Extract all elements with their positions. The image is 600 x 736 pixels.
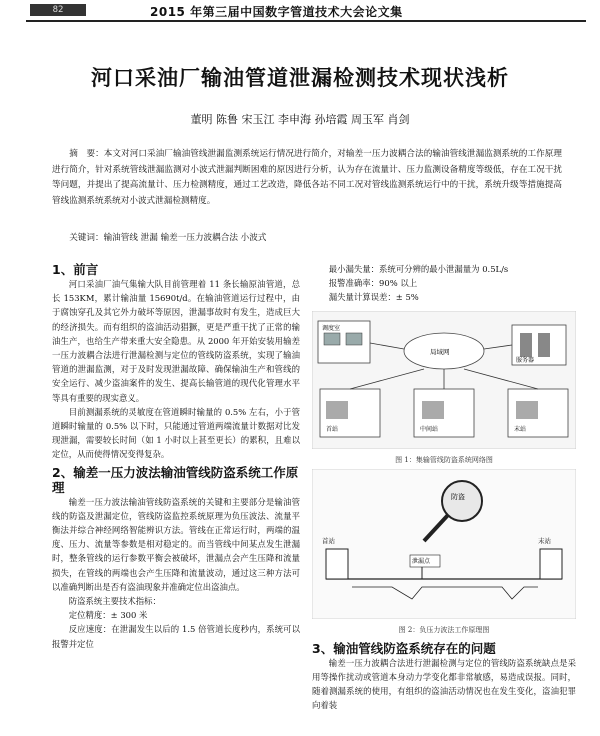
- fig2-label-leak: 泄漏点: [412, 557, 431, 565]
- section-1-heading: 1、前言: [52, 262, 99, 277]
- head-station-tank: [326, 549, 348, 579]
- fig2-label-head: 首站: [322, 536, 335, 545]
- fig1-label-server: 服务器: [516, 356, 535, 364]
- left-column: [52, 262, 300, 651]
- figure-2-caption: 图 2：负压力波法工作原理图: [398, 625, 490, 634]
- spec-title: 防盗系统主要技术指标：: [68, 596, 161, 607]
- right-column: [312, 262, 576, 712]
- fig1-label-lan: 局域网: [430, 347, 450, 356]
- pressure-wave-diagram: [312, 469, 576, 619]
- figure-1-caption: 图 1：集输管线防盗系统网络图: [395, 455, 493, 464]
- keywords: 关键词：输油管线 泄漏 输差一压力波耦合法 小波式: [69, 233, 267, 243]
- network-diagram: [312, 311, 576, 449]
- spec-response-speed: 反应速度：在泄漏发生以后的 1.5 倍管道长度秒内，系统可以报警并定位: [52, 624, 300, 649]
- section-2-paragraph-1: 输差一压力波法输油管线防盗系统的关键和主要部分是输油管线的防盗及泄漏定位，管线防盗监控系统原理为负压波法、流量平衡法并综合神经网络智能辨识方法。管线在正常运行时，两端的温度、压力、流量等参数是相对稳定的。而当管线中间某点发生泄漏时，整条管线的运行参数平衡会被破坏，泄漏点会产生压降和流量损失，在管线的两端也会产生压降和流量波动，通过这三种方法可以准确判断出是否有盗油现象并准确定位出盗油点。: [52, 496, 300, 592]
- section-3-heading: 3、输油管线防盗系统存在的问题: [312, 640, 496, 656]
- fig1-label-head: 首站: [326, 425, 339, 433]
- section-3-paragraph-1: 输差一压力波耦合法进行泄漏检测与定位的管线防盗系统缺点是采用等操作扰动或管道本身动力学变化都非常敏感，易造成误报。同时，随着测漏系统的使用，有组织的盗油活动情况也在发生变化，盗油犯罪向着装: [312, 657, 576, 711]
- section-1-paragraph-2: 目前测漏系统的灵敏度在管道瞬时输量的 0.5% 左右，小于管道瞬时输量的 0.5% 以下时，只能通过管道两端流量计数据对比发现泄漏，需要较长时间（如 1 小时以上甚至更长）的累积，且难以定位，从而使得情况变得复杂。: [52, 406, 300, 460]
- fig1-label-middle: 中间站: [420, 425, 439, 433]
- spec-leak-error: 漏失量计算误差：± 5%: [328, 292, 419, 303]
- section-2-heading: 2、输差一压力波法输油管线防盗系统工作原理: [52, 464, 299, 495]
- page-number: 82: [30, 4, 86, 16]
- fig1-label-dispatch: 调度室: [322, 324, 341, 332]
- author-list: 董明 陈鲁 宋玉江 李申海 孙培霞 周玉军 肖剑: [190, 113, 410, 126]
- paper-title: 河口采油厂输油管道泄漏检测技术现状浅析: [91, 66, 509, 90]
- spec-min-leak: 最小漏失量：系统可分辨的最小泄漏量为 0.5L/s: [328, 264, 509, 274]
- end-station-tank: [540, 549, 562, 579]
- conference-title: 2015 年第三届中国数字管道技术大会论文集: [150, 5, 403, 19]
- header-rule: [26, 20, 586, 22]
- fig2-sign-text: 防盗: [451, 492, 465, 501]
- spec-alarm-accuracy: 报警准确率：90% 以上: [328, 278, 418, 289]
- figure-1: [312, 311, 576, 465]
- spec-location-accuracy: 定位精度：± 300 米: [68, 610, 148, 621]
- fig1-label-end: 末站: [514, 425, 527, 433]
- figure-2: [312, 469, 576, 635]
- section-1-paragraph-1: 河口采油厂油气集输大队目前管理着 11 条长输原油管道，总长 153KM，累计输油量 15690t/d。在输油管道运行过程中，由于腐蚀穿孔及其它外力破坏等原因，泄漏事故时有发生，造成巨大的经济损失。而有组织的盗油活动猖獗，更是严重干扰了正常的输油生产，也给生产带来重大安全隐患。从 2000 年开始安装用输差一压力波耦合法进行泄漏检测与定位的管线防盗系统，实现了输油管道的泄漏监测，对于及时发现泄漏故障、确保输油生产和管线的安全运行、减少盗油案件的发生、提高长输管道的现代化管理水平等具有重要的现实意义。: [52, 279, 300, 403]
- abstract: 摘 要：本文对河口采油厂输油管线泄漏监测系统运行情况进行简介，对输差一压力波耦合法的输油管线泄漏监测系统的工作原理进行简介，针对系统管线泄漏监测对小波式泄漏判断困难的原因进行分析，认为存在流量计、压力监测设备精度等级低，存在工况干扰等问题，并提出了提高流量计、压力检测精度，通过工艺改造，降低各站不同工况对管线监测系统运行中的干扰，系统升级等措施提高管线监测系统系统对小波式泄漏检测精度。: [52, 149, 562, 206]
- page-header: [0, 0, 600, 22]
- fig2-label-end: 末站: [538, 536, 551, 545]
